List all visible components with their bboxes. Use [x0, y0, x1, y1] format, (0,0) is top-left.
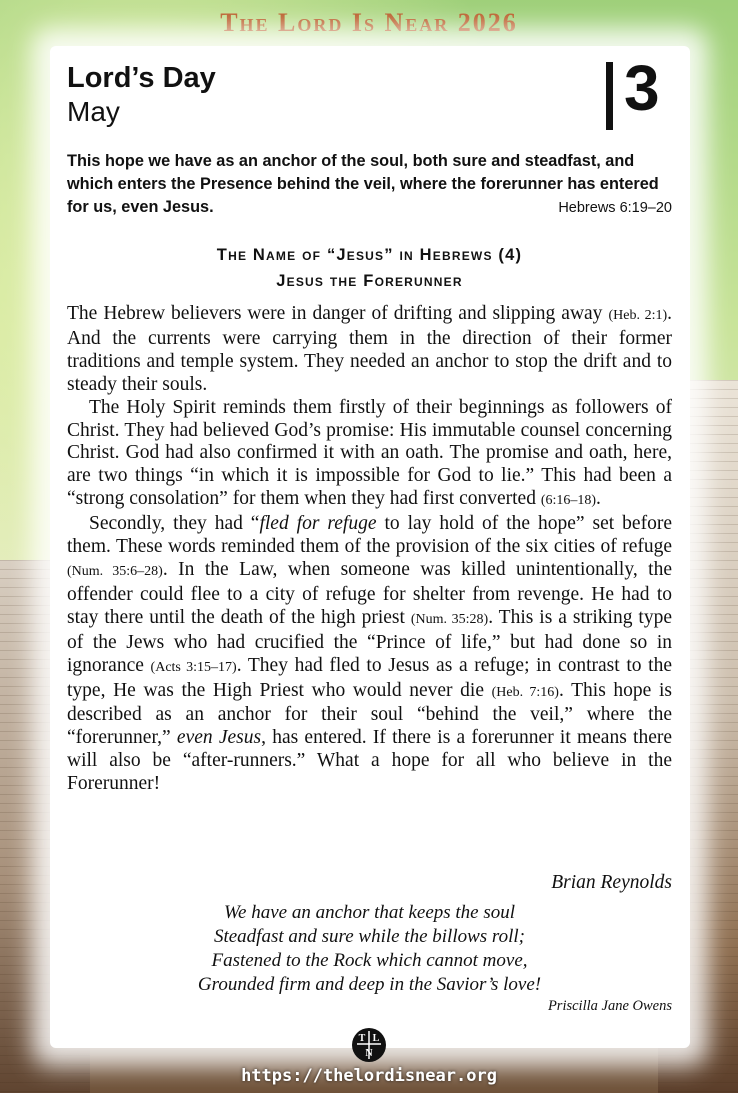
key-verse [67, 150, 672, 218]
paragraph-3-text-c: . In the Law, when someone was killed unintentionally, the offender could flee to a city of refuge for shelter from revenge. He had to stay there until the death of the high priest [67, 558, 673, 628]
svg-text:L: L [372, 1033, 380, 1044]
paragraph-1-text-b: . And the currents were carrying them in the direction of their former traditions and temple system. They needed an anchor to stop the drift and to steady their souls. [67, 303, 672, 395]
date-number: 3 [624, 52, 660, 124]
tln-logo-icon [351, 1027, 387, 1063]
svg-text:N: N [365, 1048, 373, 1059]
key-verse-text: This hope we have as an anchor of the soul, both sure and steadfast, and which enters the Presence behind the veil, where the forerunner has entered for us, even Jesus. [67, 152, 659, 216]
key-verse-reference: Hebrews 6:19–20 [558, 199, 672, 216]
scripture-reference: (Num. 35:6–28) [67, 563, 163, 579]
paragraph-2 [67, 397, 672, 514]
paragraph-2-text-a: The Holy Spirit reminds them firstly of their beginnings as followers of Christ. They had believed God’s promise: His immutable counsel concerning Christ. God had also confirmed it with an oath. The promise and oath, here, are two things “in which it is impossible for God to lie.” This had been a “strong consolation” for them when they had first converted [67, 396, 672, 510]
poem [67, 901, 672, 997]
section-heading-line-1: The Name of “Jesus” in Hebrews (4) [216, 246, 523, 264]
paragraph-3-emphasis-1: fled for refuge [259, 513, 377, 535]
scripture-reference: (Heb. 2:1) [608, 308, 668, 323]
paragraph-2-text-b: . [596, 488, 601, 510]
svg-text:T: T [358, 1033, 366, 1044]
devotional-body [67, 303, 672, 796]
paragraph-3-text-b: to lay hold of the hope” set before them. These words reminded them of the provision of the six cities of refuge [67, 513, 672, 558]
paragraph-3-text-e: . They had fled to Jesus as a refuge; in contrast to the type, He was the High Priest who would never die [67, 654, 672, 701]
scripture-reference: (Heb. 7:16) [491, 684, 559, 700]
paragraph-1-text-a: The Hebrew believers were in danger of drifting and slipping away [67, 303, 609, 324]
paragraph-3-text-f: . This hope is described as an anchor for their soul “behind the veil,” where the “forerunner,” [67, 679, 672, 749]
author-name: Brian Reynolds [551, 872, 672, 893]
section-heading [67, 243, 672, 294]
month-name: May [67, 96, 120, 127]
date-divider [606, 62, 613, 130]
paragraph-3-text-g: , has entered. If there is a forerunner it means there will also be “after-runners.” What a hope for all who believe in the Forerunner! [67, 727, 672, 795]
section-heading-line-2: Jesus the Forerunner [276, 271, 463, 290]
poet-name: Priscilla Jane Owens [547, 998, 672, 1014]
website-link[interactable]: https://thelordisnear.org [241, 1066, 497, 1086]
scripture-reference: (Num. 35:28) [410, 611, 489, 627]
scripture-reference: (6:16–18) [540, 493, 597, 509]
paragraph-3-emphasis-2: even Jesus [176, 727, 262, 749]
paragraph-3-text-a: Secondly, they had “ [89, 513, 260, 535]
scripture-reference: (Acts 3:15–17) [150, 659, 237, 675]
paragraph-3 [67, 513, 672, 796]
poem-line: Fastened to the Rock which cannot move, [211, 950, 528, 971]
paragraph-1 [67, 303, 672, 397]
poem-line: We have an anchor that keeps the soul [223, 902, 516, 923]
poem-line: Grounded firm and deep in the Savior’s love! [197, 974, 542, 995]
day-name: Lord’s Day [67, 62, 216, 94]
poem-line: Steadfast and sure while the billows roll; [213, 926, 526, 947]
calendar-title: The Lord Is Near 2026 [220, 8, 518, 37]
paragraph-3-text-d: . This is a striking type of the Jews who had crucified the “Prince of life,” but had done so in ignorance [67, 606, 673, 676]
